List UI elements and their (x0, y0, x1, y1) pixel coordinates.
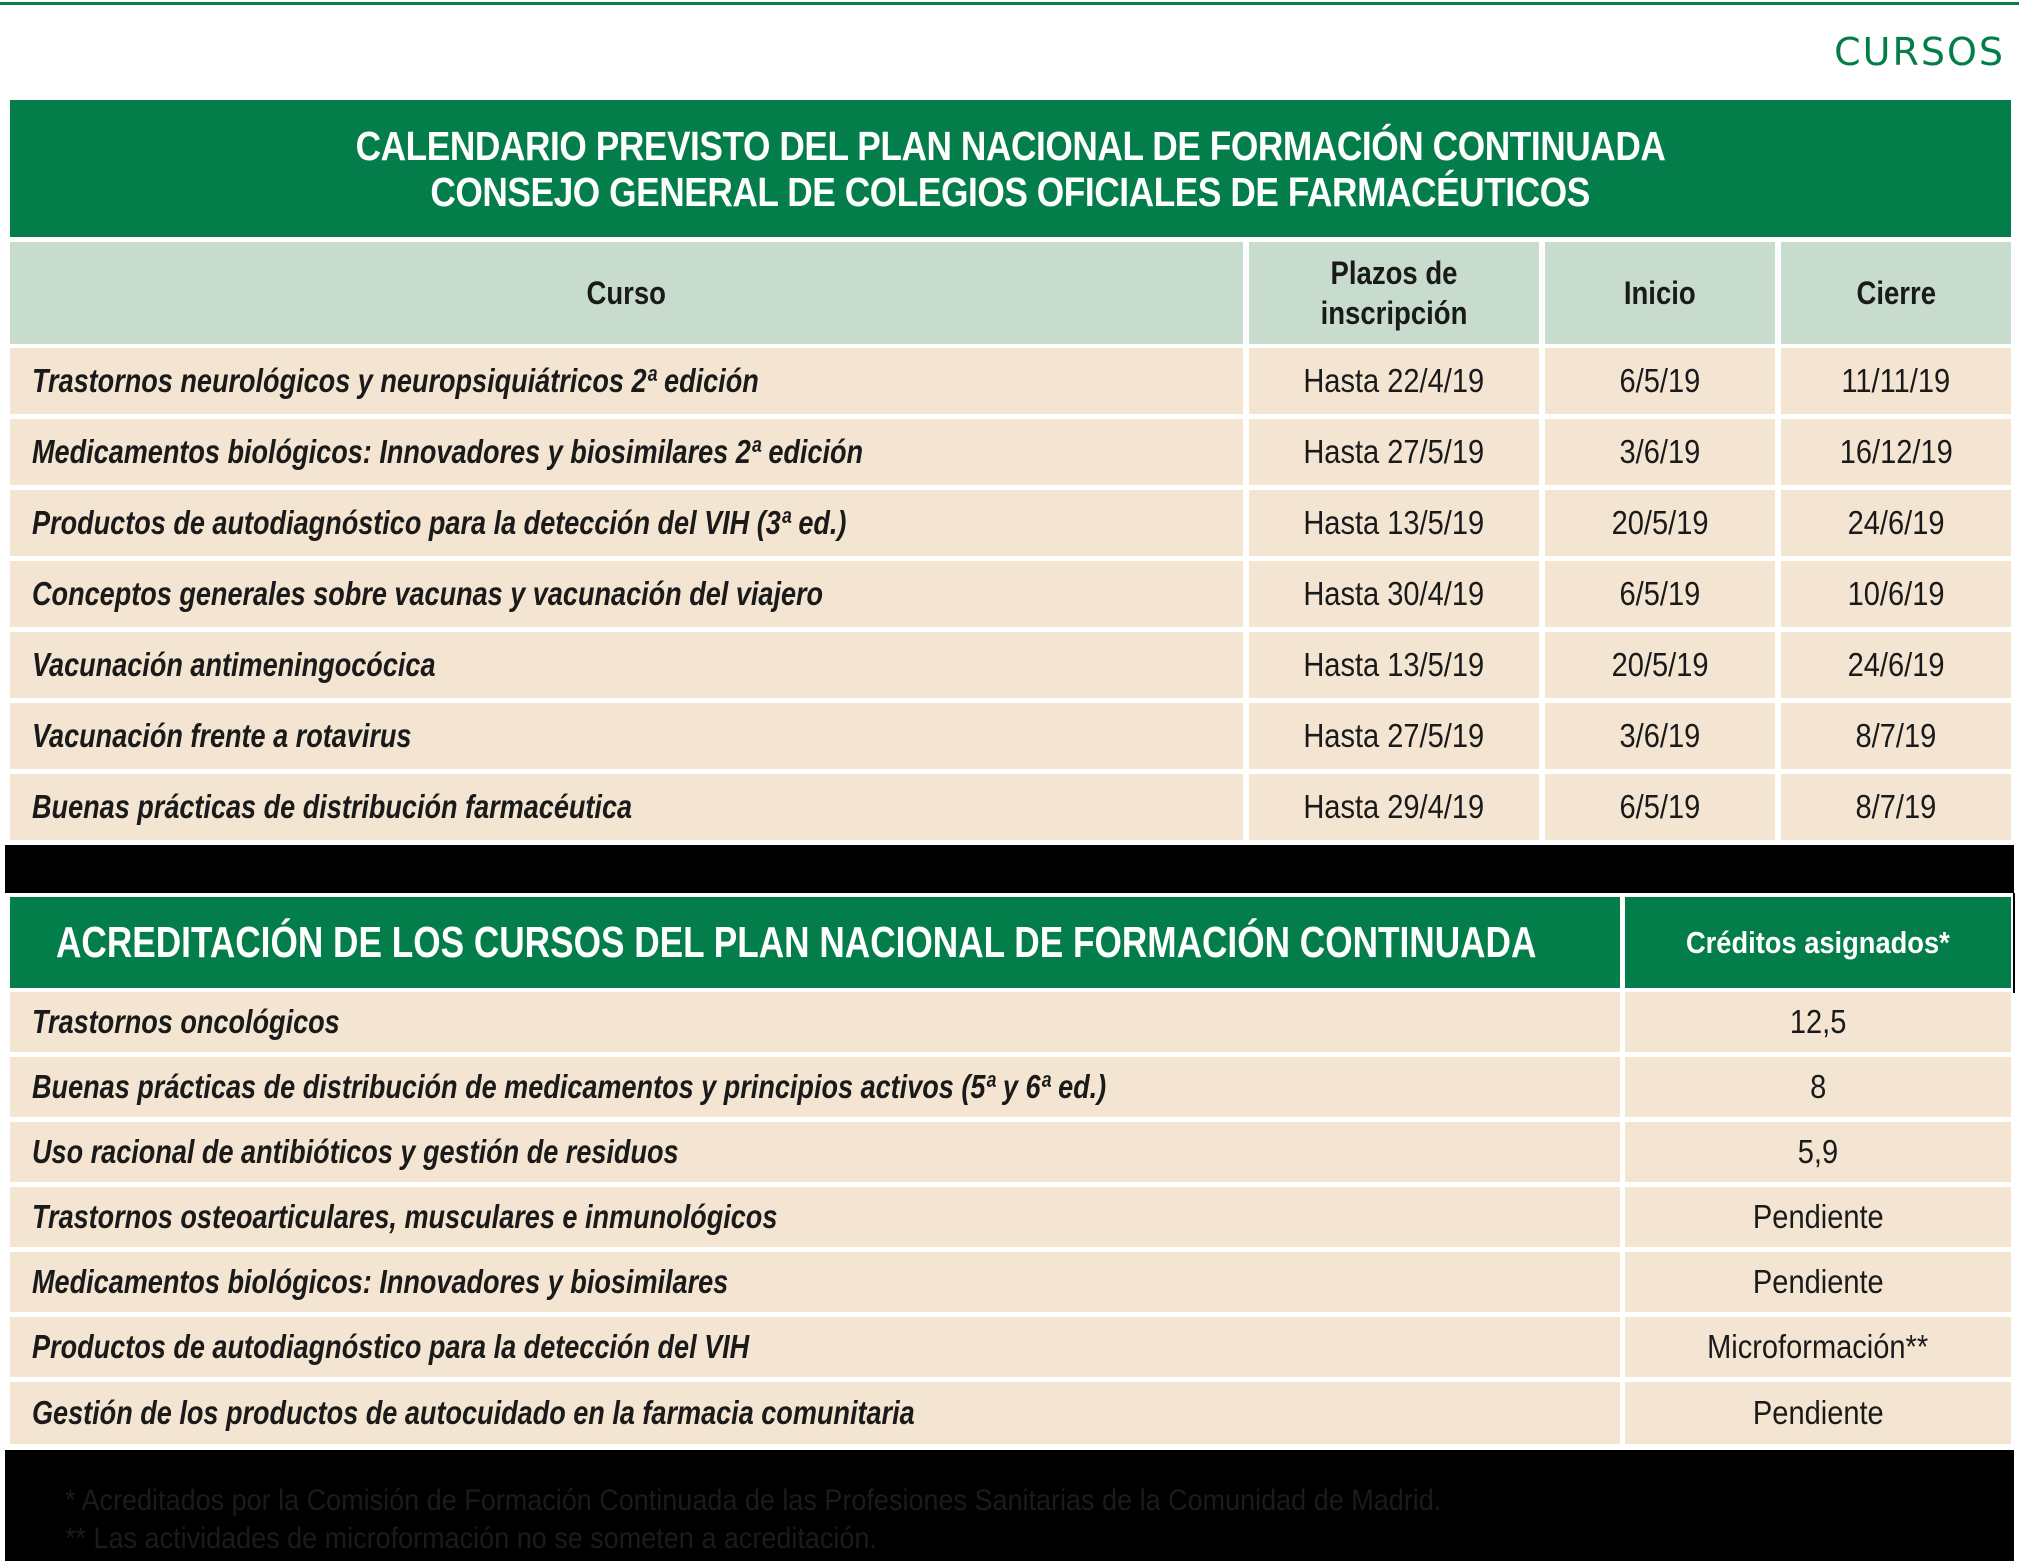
registration-deadline: Hasta 22/4/19 (1249, 348, 1539, 414)
registration-deadline: Hasta 13/5/19 (1249, 490, 1539, 556)
accreditation-header-row (10, 897, 2011, 988)
course-name: Medicamentos biológicos: Innovadores y biosimilares 2ª edición (10, 419, 1243, 485)
start-date: 6/5/19 (1545, 774, 1775, 840)
credits-value: Pendiente (1625, 1382, 2011, 1444)
end-date: 11/11/19 (1781, 348, 2011, 414)
course-name: Gestión de los productos de autocuidado en la farmacia comunitaria (10, 1382, 1620, 1444)
credits-value: 5,9 (1625, 1122, 2011, 1182)
footnote-microformacion: ** Las actividades de microformación no se someten a acreditación. (65, 1522, 877, 1555)
column-header-cierre: Cierre (1781, 242, 2011, 344)
calendar-row (10, 561, 2011, 627)
end-date: 10/6/19 (1781, 561, 2011, 627)
course-name: Buenas prácticas de distribución de medicamentos y principios activos (5ª y 6ª ed.) (10, 1057, 1620, 1117)
accreditation-row (10, 992, 2011, 1052)
accreditation-row (10, 1252, 2011, 1312)
end-date: 8/7/19 (1781, 774, 2011, 840)
start-date: 6/5/19 (1545, 561, 1775, 627)
registration-deadline: Hasta 27/5/19 (1249, 419, 1539, 485)
accreditation-title: ACREDITACIÓN DE LOS CURSOS DEL PLAN NACIONAL DE FORMACIÓN CONTINUADA (10, 897, 1620, 988)
accreditation-row (10, 1122, 2011, 1182)
calendar-title (10, 100, 2011, 237)
start-date: 6/5/19 (1545, 348, 1775, 414)
calendar-header-row (10, 242, 2011, 344)
end-date: 24/6/19 (1781, 490, 2011, 556)
calendar-row (10, 774, 2011, 840)
registration-deadline: Hasta 27/5/19 (1249, 703, 1539, 769)
registration-deadline: Hasta 30/4/19 (1249, 561, 1539, 627)
footnotes (5, 1450, 2014, 1561)
accreditation-row (10, 1317, 2011, 1377)
course-name: Productos de autodiagnóstico para la detección del VIH (10, 1317, 1620, 1377)
start-date: 3/6/19 (1545, 419, 1775, 485)
end-date: 24/6/19 (1781, 632, 2011, 698)
credits-value: Pendiente (1625, 1187, 2011, 1247)
column-header-curso: Curso (10, 242, 1243, 344)
calendar-row (10, 419, 2011, 485)
credits-value: 12,5 (1625, 992, 2011, 1052)
calendar-row (10, 490, 2011, 556)
registration-deadline: Hasta 13/5/19 (1249, 632, 1539, 698)
credits-value: Microformación** (1625, 1317, 2011, 1377)
accreditation-row (10, 1382, 2011, 1444)
calendar-title-line1: CALENDARIO PREVISTO DEL PLAN NACIONAL DE FORMACIÓN CONTINUADA (355, 122, 1666, 169)
footnote-credits: * Acreditados por la Comisión de Formación Continuada de las Profesiones Sanitarias de la Comunidad de Madrid. (65, 1484, 1442, 1517)
start-date: 3/6/19 (1545, 703, 1775, 769)
section-label: CURSOS (1834, 30, 2005, 74)
start-date: 20/5/19 (1545, 632, 1775, 698)
separator-band (5, 845, 2014, 893)
credits-column-header: Créditos asignados* (1625, 897, 2011, 988)
calendar-row (10, 348, 2011, 414)
start-date: 20/5/19 (1545, 490, 1775, 556)
calendar-title-line2: CONSEJO GENERAL DE COLEGIOS OFICIALES DE FARMACÉUTICOS (430, 168, 1591, 215)
calendar-row (10, 703, 2011, 769)
accreditation-row (10, 1057, 2011, 1117)
course-name: Medicamentos biológicos: Innovadores y biosimilares (10, 1252, 1620, 1312)
end-date: 16/12/19 (1781, 419, 2011, 485)
course-name: Trastornos oncológicos (10, 992, 1620, 1052)
credits-value: Pendiente (1625, 1252, 2011, 1312)
credits-value: 8 (1625, 1057, 2011, 1117)
accreditation-row (10, 1187, 2011, 1247)
course-name: Vacunación antimeningocócica (10, 632, 1243, 698)
top-rule (0, 2, 2019, 5)
course-name: Productos de autodiagnóstico para la detección del VIH (3ª ed.) (10, 490, 1243, 556)
course-name: Trastornos neurológicos y neuropsiquiátricos 2ª edición (10, 348, 1243, 414)
course-name: Trastornos osteoarticulares, musculares e inmunológicos (10, 1187, 1620, 1247)
column-header-inicio: Inicio (1545, 242, 1775, 344)
column-header-plazos: Plazos de inscripción (1249, 242, 1539, 344)
registration-deadline: Hasta 29/4/19 (1249, 774, 1539, 840)
course-name: Uso racional de antibióticos y gestión de residuos (10, 1122, 1620, 1182)
right-edge-line (2013, 893, 2015, 993)
course-name: Buenas prácticas de distribución farmacéutica (10, 774, 1243, 840)
end-date: 8/7/19 (1781, 703, 2011, 769)
calendar-row (10, 632, 2011, 698)
course-name: Conceptos generales sobre vacunas y vacunación del viajero (10, 561, 1243, 627)
course-name: Vacunación frente a rotavirus (10, 703, 1243, 769)
